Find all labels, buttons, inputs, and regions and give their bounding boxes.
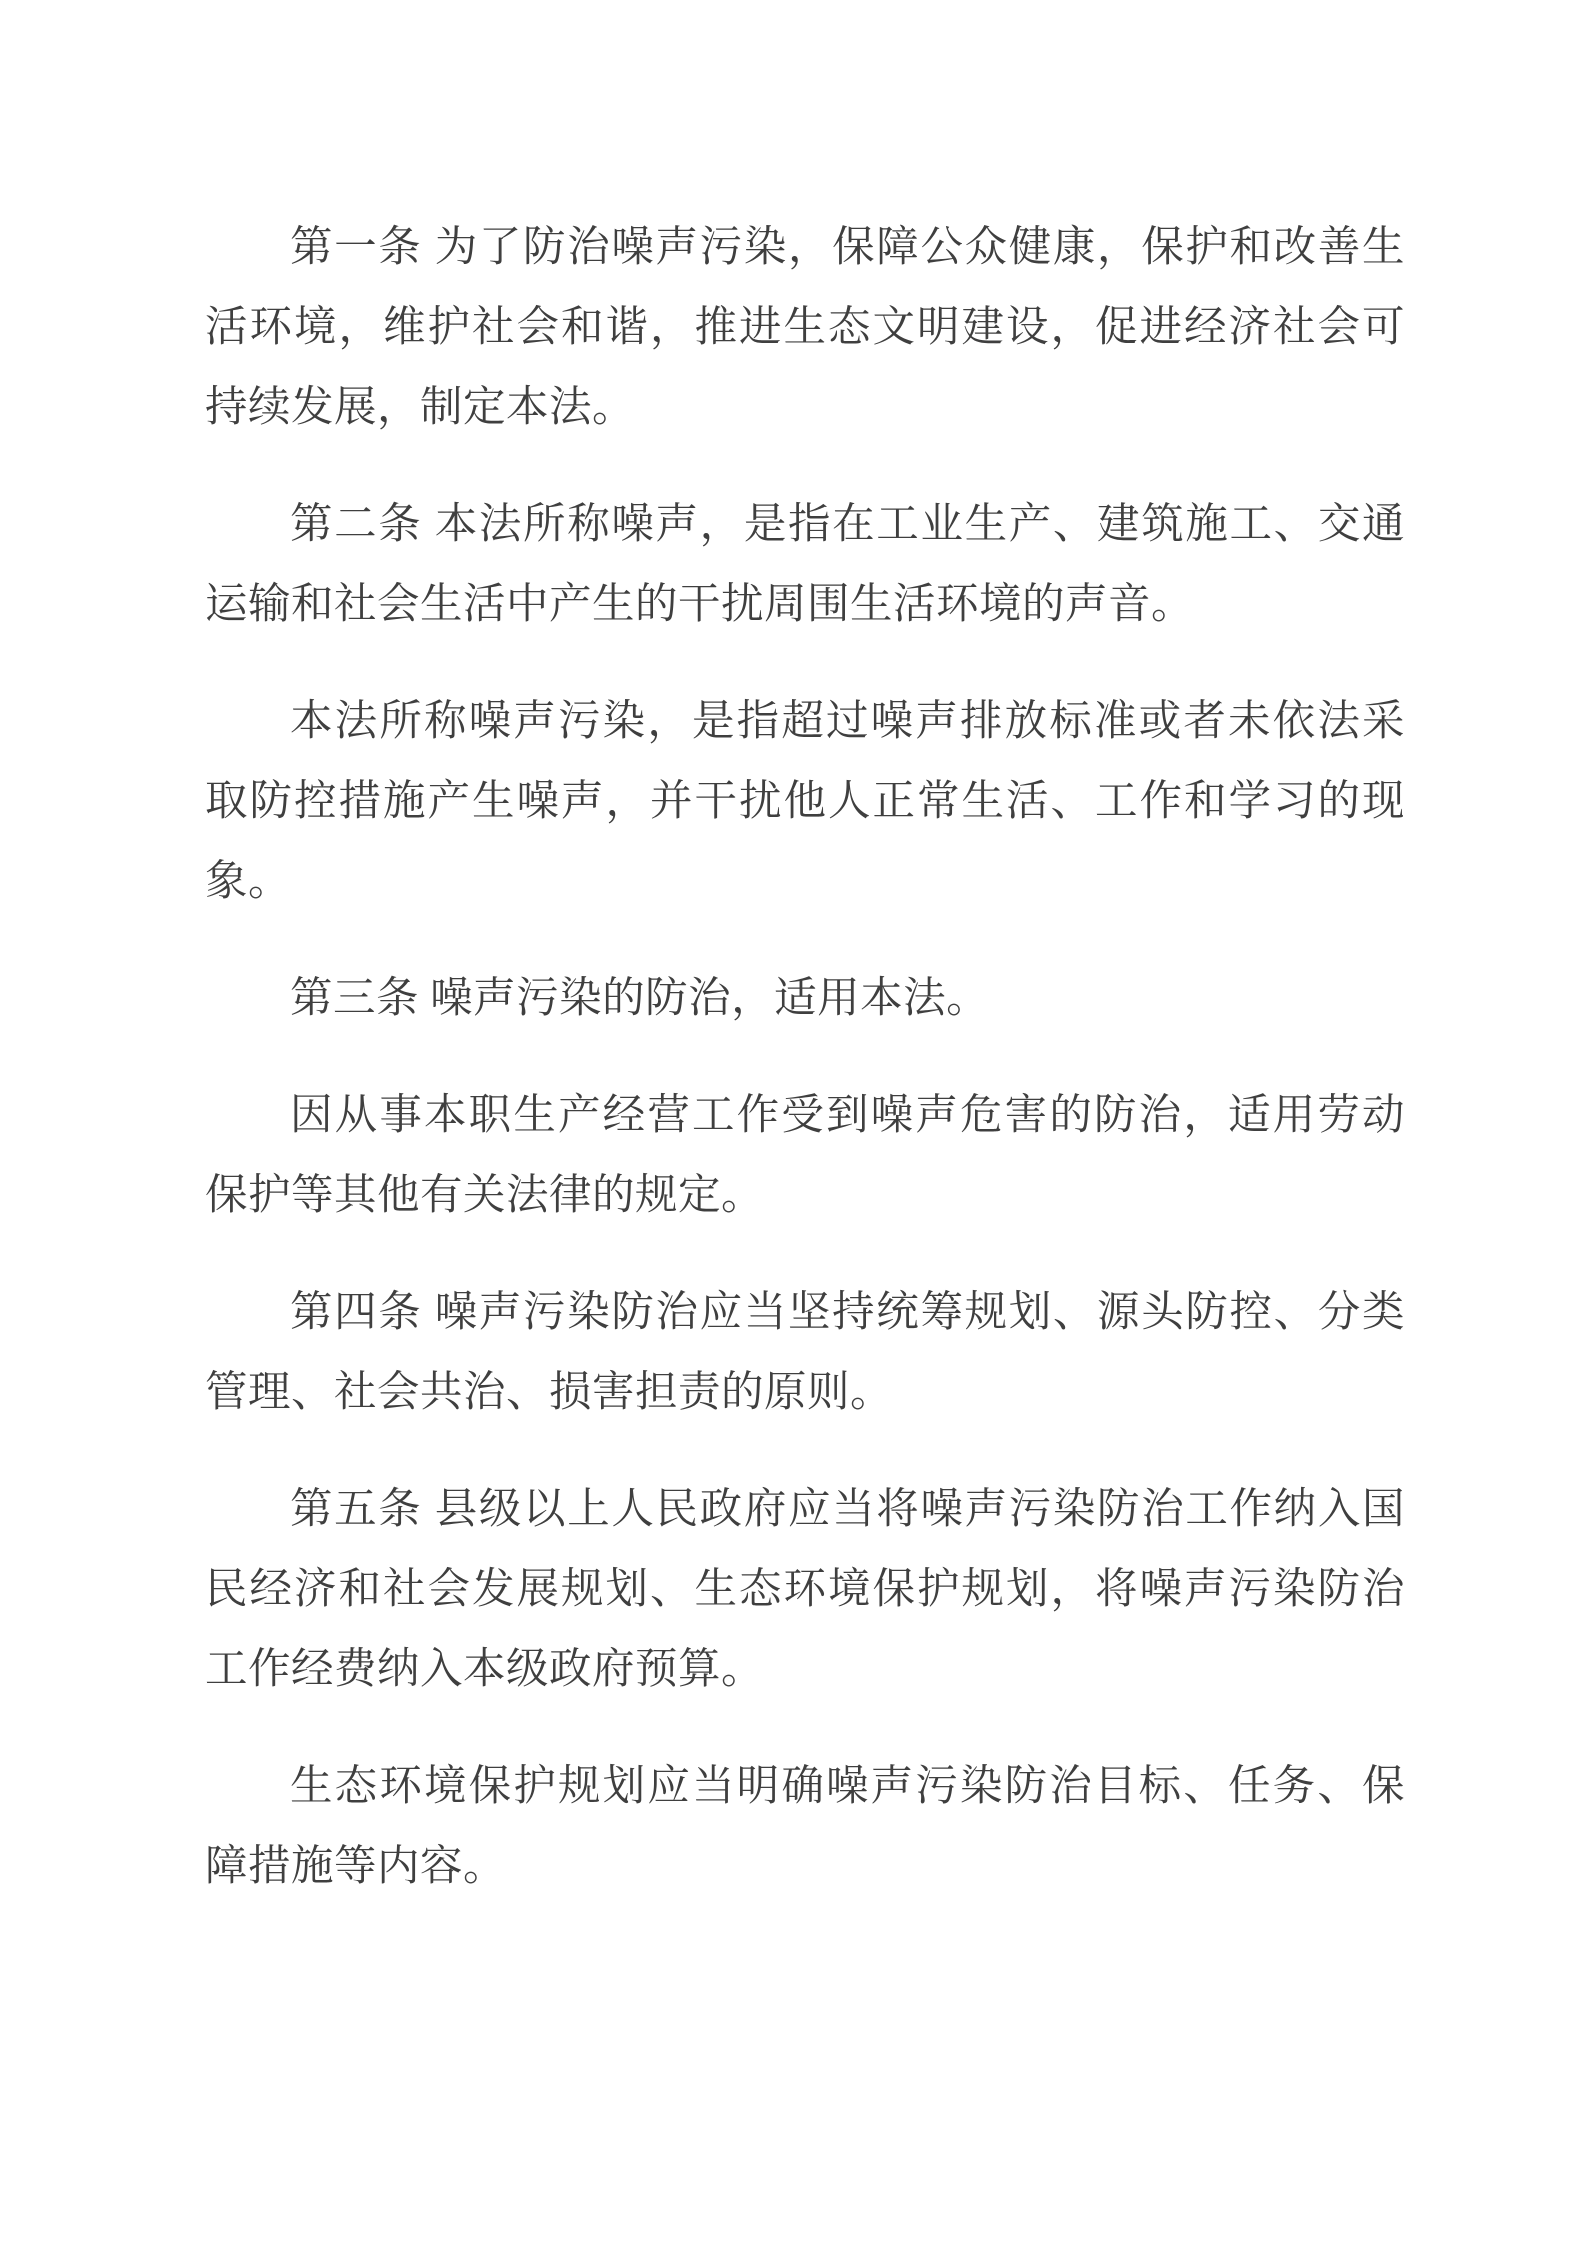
paragraph-article-5: 第五条 县级以上人民政府应当将噪声污染防治工作纳入国民经济和社会发展规划、生态环境保护规划，将噪声污染防治工作经费纳入本级政府预算。 bbox=[205, 1486, 1405, 1693]
paragraph-article-2: 第二条 本法所称噪声，是指在工业生产、建筑施工、交通运输和社会生活中产生的干扰周围生活环境的声音。 bbox=[205, 501, 1405, 628]
paragraph-article-1: 第一条 为了防治噪声污染，保障公众健康，保护和改善生活环境，维护社会和谐，推进生态文明建设，促进经济社会可持续发展，制定本法。 bbox=[205, 224, 1405, 431]
paragraph-article-3: 第三条 噪声污染的防治，适用本法。 bbox=[290, 975, 990, 1022]
paragraph-article-3-cont: 因从事本职生产经营工作受到噪声危害的防治，适用劳动保护等其他有关法律的规定。 bbox=[205, 1092, 1405, 1219]
paragraph-article-4: 第四条 噪声污染防治应当坚持统筹规划、源头防控、分类管理、社会共治、损害担责的原则。 bbox=[205, 1289, 1405, 1416]
paragraph-article-2-cont: 本法所称噪声污染，是指超过噪声排放标准或者未依法采取防控措施产生噪声，并干扰他人正常生活、工作和学习的现象。 bbox=[205, 698, 1405, 905]
paragraph-article-5-cont: 生态环境保护规划应当明确噪声污染防治目标、任务、保障措施等内容。 bbox=[205, 1763, 1405, 1890]
